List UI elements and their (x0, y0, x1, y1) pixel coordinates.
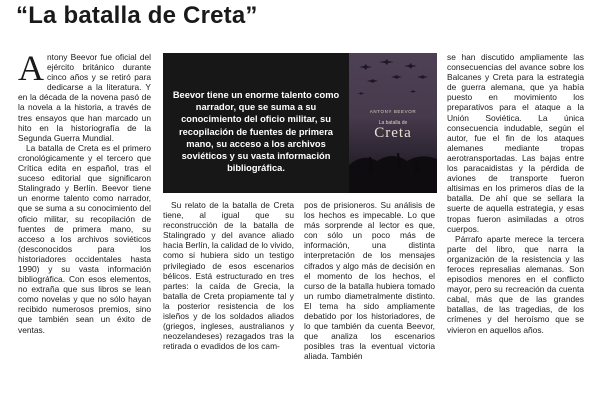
article-title: “La batalla de Creta” (16, 2, 258, 29)
column-1 (18, 52, 151, 410)
paragraph-4: pos de prisioneros. Su análisis de los hechos es impecable. Lo que más sorprende al lector es que, con sólo un poco más de información, una distinta interpretación de los mensajes cifrados y algo más de decisión en el momento de los hechos, el curso de la batalla hubiera tomado un rumbo diametralmente distinto. El tema ha sido ampliamente debatido por los historiadores, de lo que también da cuenta Beevor, que analiza los escenarios posibles tras la eventual victoria aliada. También (304, 200, 435, 362)
paragraph-2: La batalla de Creta es el primero cronológicamente y el tercero que Crítica edita en español, tras el suceso editorial que significaron Stalingrado y Berlín. Beevor tiene un enorme talento como narrador, que se suma a su conocimiento del oficio militar, su recopilación de fuentes de primera mano, su acceso a los archivos soviéticos (desconocidos para los historiadores occidentales hasta 1990) y su vasta información bibliográfica. Con esos elementos, no extraña que sus libros se lean como novelas y que no sólo hayan recibido numerosos premios, sino que también sean un éxito de ventas. (18, 142, 151, 335)
book-cover-title: Creta (374, 125, 412, 141)
pullquote-text: Beevor tiene un enorme talento como narrador, que se suma a su conocimiento del oficio militar, su recopilación de fuentes de primera mano, su acceso a los archivos soviéticos y su vasta información bibliográfica. (172, 90, 340, 174)
paragraph-3: Su relato de la batalla de Creta tiene, al igual que su reconstrucción de la batalla de Stalingrado y del avance aliado hacia Berlín, la calidad de lo vivido, como si hubiera sido un testigo privilegiado de esos escenarios bélicos. Está estructurado en tres partes: la caída de Grecia, la batalla de Creta propiamente tal y la posterior resistencia de los isleños y de los soldados aliados (griegos, ingleses, australianos y neozelandeses) rezagados tras la retirada o evadidos de los cam- (163, 200, 294, 352)
book-cover (349, 53, 437, 193)
pullquote-box (163, 53, 437, 193)
drop-cap: A (18, 52, 44, 88)
paragraph-5: se han discutido ampliamente las consecuencias del avance sobre los Balcanes y Creta para la estrategia de guerra alemana, que ya había puesto en movimiento los preparativos para el ataque a la Unión Soviética. La única consecuencia indudable, según el autor, fue el fin de los ataques alemanes mediante tropas aerotransportadas. Las bajas entre los paracaidistas y la pérdida de aviones de transporte fueron altisimas en los primeros días de la batalla. De ahí que se sellara la suerte de aquella estrategia, y esas tropas fueron asimiladas a otros cuerpos. (447, 52, 584, 234)
column-3 (304, 200, 435, 410)
paragraph-1-text: ntony Beevor fue oficial del ejército británico durante cinco años y se retiró para dedicarse a la literatura. Y en la década de la novena pasó de la novela a la historia, a través de tres ensayos que han marcado un hito en la historiografía de la Segunda Guerra Mundial. (18, 52, 151, 143)
paragraph-6: Párrafo aparte merece la tercera parte del libro, que narra la organización de la resistencia y las feroces represalias alemanas. Son episodios menores en el conflicto mayor, pero su recreación da cuenta cabal, más que de las grandes batallas, de las tragedias, de los crímenes y del heroísmo que se vivieron en aquellos años. (447, 233, 584, 335)
book-cover-subtitle: La batalla de (378, 120, 408, 126)
column-2 (163, 200, 294, 410)
book-cover-author: ANTONY BEEVOR (369, 109, 417, 114)
column-4 (447, 52, 584, 410)
paragraph-1 (18, 52, 151, 143)
